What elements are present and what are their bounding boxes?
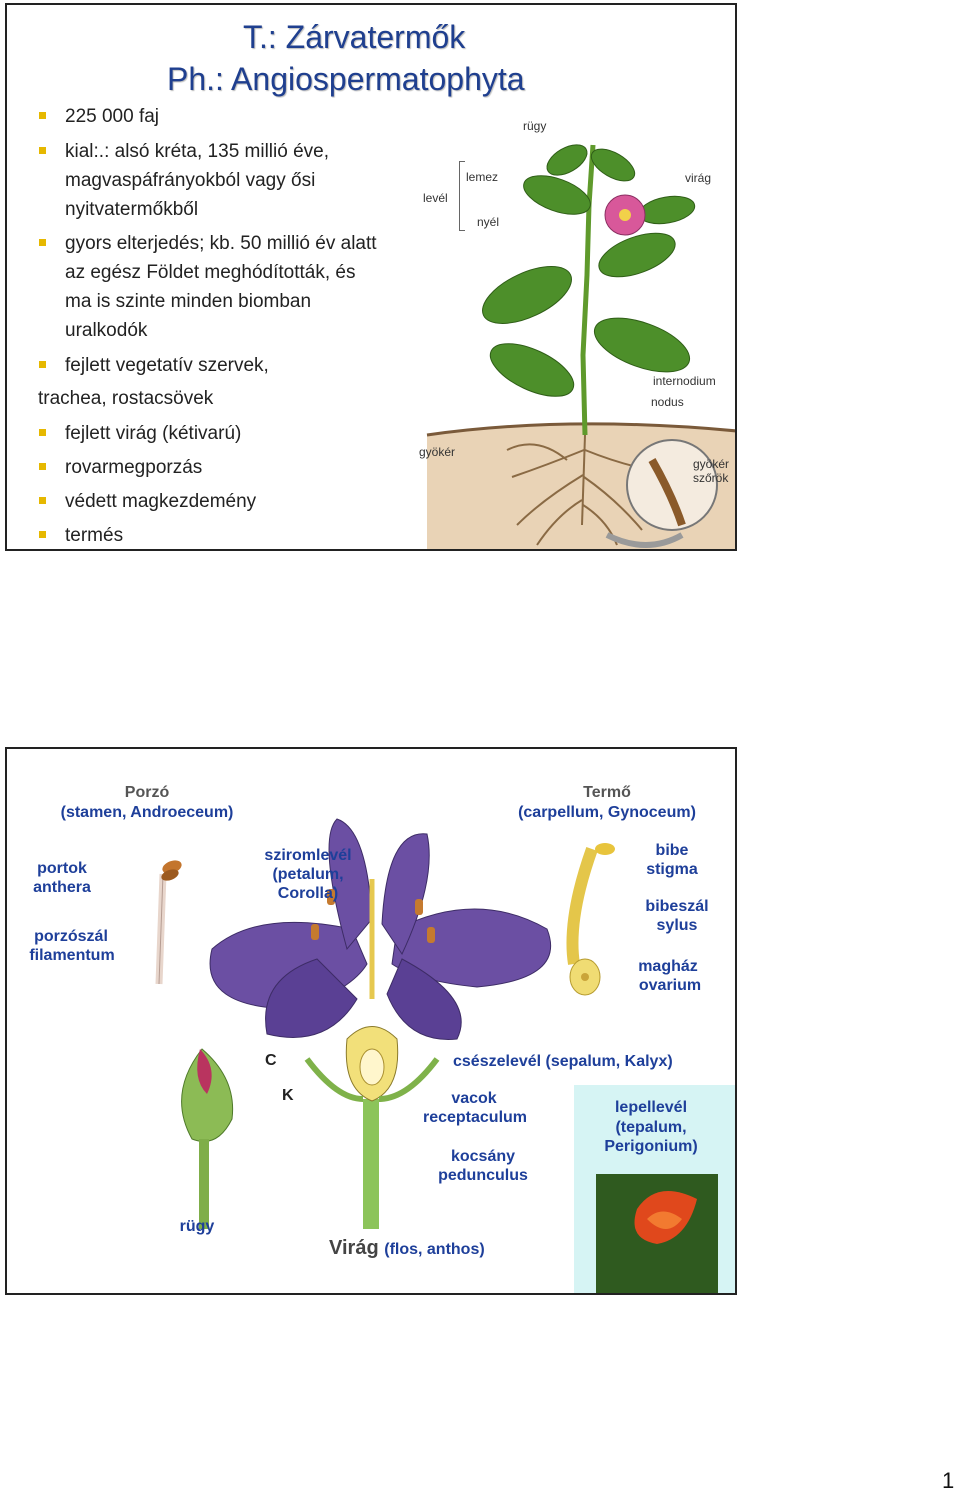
slide-angiosperms bbox=[5, 3, 737, 551]
heading-porzo-latin: (stamen, Androeceum) bbox=[60, 804, 234, 821]
slide-subtitle: Ph.: Angiospermatophyta bbox=[167, 61, 525, 97]
label-rugy: rügy bbox=[179, 1218, 215, 1235]
label-bibe: bibe bbox=[655, 842, 689, 859]
slide-flower-structure bbox=[5, 747, 737, 1295]
label-tepalum: (tepalum, bbox=[615, 1119, 687, 1136]
label-gyoker-szorok: gyökér bbox=[693, 457, 730, 471]
bullet-item: rovarmegporzás bbox=[65, 453, 202, 482]
bullet-item: ma is szinte minden biomban bbox=[65, 291, 312, 312]
label-portok: portok bbox=[37, 860, 87, 877]
label-k: K bbox=[282, 1087, 294, 1104]
label-rugy: rügy bbox=[523, 119, 547, 133]
bullet-item: fejlett vegetatív szervek, bbox=[65, 351, 269, 380]
label-corolla: Corolla) bbox=[277, 885, 339, 902]
bullet-item: uralkodók bbox=[65, 320, 148, 341]
label-level: levél bbox=[423, 191, 448, 205]
flower-diagram bbox=[7, 749, 735, 1293]
bullet-item: fejlett virág (kétivarú) bbox=[65, 419, 241, 448]
label-nodus: nodus bbox=[651, 395, 684, 409]
slide-title: T.: Zárvatermők bbox=[243, 19, 466, 55]
label-gyoker: gyökér bbox=[419, 445, 456, 459]
label-internodium: internodium bbox=[653, 374, 716, 388]
bullet-item: az egész Földet meghódították, és bbox=[65, 262, 356, 283]
label-petalum: (petalum, bbox=[272, 866, 344, 883]
label-porzoszal: porzószál bbox=[34, 928, 108, 945]
bullet-item: kial:.: alsó kréta, 135 millió éve, bbox=[65, 137, 329, 166]
label-c: C bbox=[265, 1052, 277, 1069]
label-perigonium: Perigonium) bbox=[604, 1138, 698, 1155]
bullet-item: gyors elterjedés; kb. 50 millió év alatt bbox=[65, 229, 377, 258]
heading-porzo: Porzó bbox=[124, 784, 170, 801]
bullet-item: trachea, rostacsövek bbox=[38, 388, 214, 409]
label-gyoker-szorok: szőrök bbox=[693, 471, 729, 485]
page-number: 1 bbox=[942, 1468, 955, 1493]
label-stigma: stigma bbox=[646, 861, 698, 878]
label-receptaculum: receptaculum bbox=[422, 1109, 528, 1126]
label-virag: virág bbox=[685, 171, 712, 185]
bullet-item: védett magkezdemény bbox=[65, 487, 256, 516]
label-bibeszal: bibeszál bbox=[645, 898, 709, 915]
bullet-item: 225 000 faj bbox=[65, 102, 159, 131]
bullet-item: termés bbox=[65, 521, 123, 550]
label-sylus: sylus bbox=[656, 917, 698, 934]
label-anthera: anthera bbox=[33, 879, 91, 896]
label-nyel: nyél bbox=[477, 215, 500, 229]
bullet-item: magvaspáfrányokból vagy ősi bbox=[65, 170, 316, 191]
label-cseszelevel: csészelevél (sepalum, Kalyx) bbox=[453, 1053, 673, 1070]
label-vacok: vacok bbox=[451, 1090, 497, 1107]
heading-termo: Termő bbox=[583, 784, 631, 801]
label-filamentum: filamentum bbox=[29, 947, 115, 964]
label-maghaz: magház bbox=[638, 958, 698, 975]
bullet-item: nyitvatermőkből bbox=[65, 199, 199, 220]
caption-virag bbox=[329, 1237, 485, 1260]
label-sziromlevel: sziromlevél bbox=[264, 847, 352, 864]
caption-virag-text: Virág bbox=[329, 1237, 379, 1259]
caption-flos: (flos, anthos) bbox=[384, 1241, 485, 1258]
heading-termo-latin: (carpellum, Gynoceum) bbox=[518, 804, 696, 821]
label-ovarium: ovarium bbox=[638, 977, 702, 994]
flower-icon bbox=[605, 195, 645, 235]
label-lemez: lemez bbox=[466, 170, 499, 184]
label-pedunculus: pedunculus bbox=[438, 1167, 528, 1184]
label-kocsany: kocsány bbox=[450, 1148, 516, 1165]
label-lepellevel: lepellevél bbox=[614, 1099, 688, 1116]
